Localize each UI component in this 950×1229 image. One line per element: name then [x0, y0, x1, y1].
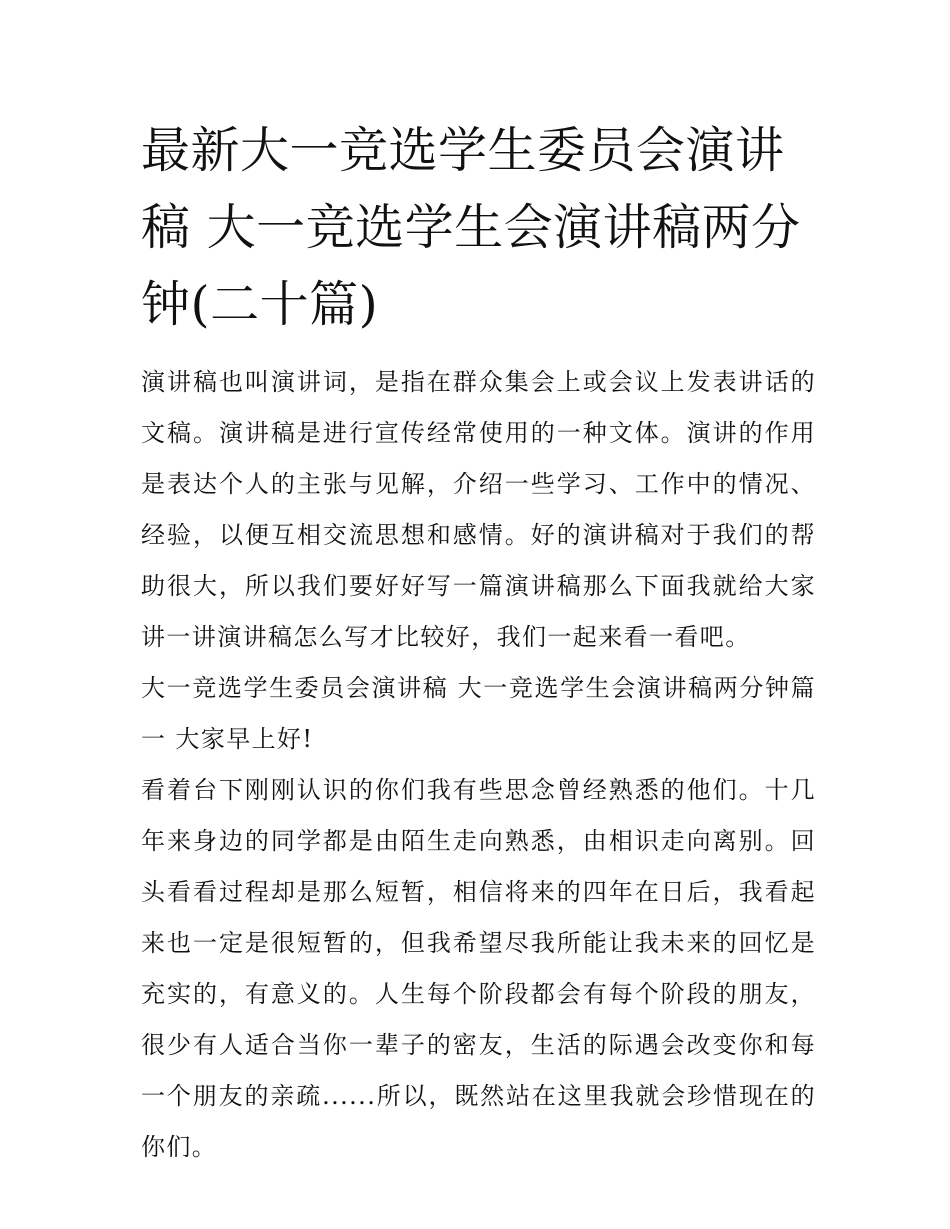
intro-paragraph: 演讲稿也叫演讲词，是指在群众集会上或会议上发表讲话的文稿。演讲稿是进行宣传经常使用的一种文体。演讲的作用是表达个人的主张与见解，介绍一些学习、工作中的情况、经验，以便互相交流思想和感情。好的演讲稿对于我们的帮助很大，所以我们要好好写一篇演讲稿那么下面我就给大家讲一讲演讲稿怎么写才比较好，我们一起来看一看吧。: [141, 368, 816, 651]
document-title: 最新大一竞选学生委员会演讲稿 大一竞选学生会演讲稿两分钟(二十篇): [141, 122, 801, 333]
section-heading-paragraph: 大一竞选学生委员会演讲稿 大一竞选学生会演讲稿两分钟篇一 大家早上好!: [141, 674, 816, 753]
document-page: [141, 112, 816, 1173]
body-paragraph: 看着台下刚刚认识的你们我有些思念曾经熟悉的他们。十几年来身边的同学都是由陌生走向熟悉，由相识走向离别。回头看看过程却是那么短暂，相信将来的四年在日后，我看起来也一定是很短暂的，但我希望尽我所能让我未来的回忆是充实的，有意义的。人生每个阶段都会有每个阶段的朋友，很少有人适合当你一辈子的密友，生活的际遇会改变你和每一个朋友的亲疏......所以，既然站在这里我就会珍惜现在的你们。: [141, 776, 816, 1161]
